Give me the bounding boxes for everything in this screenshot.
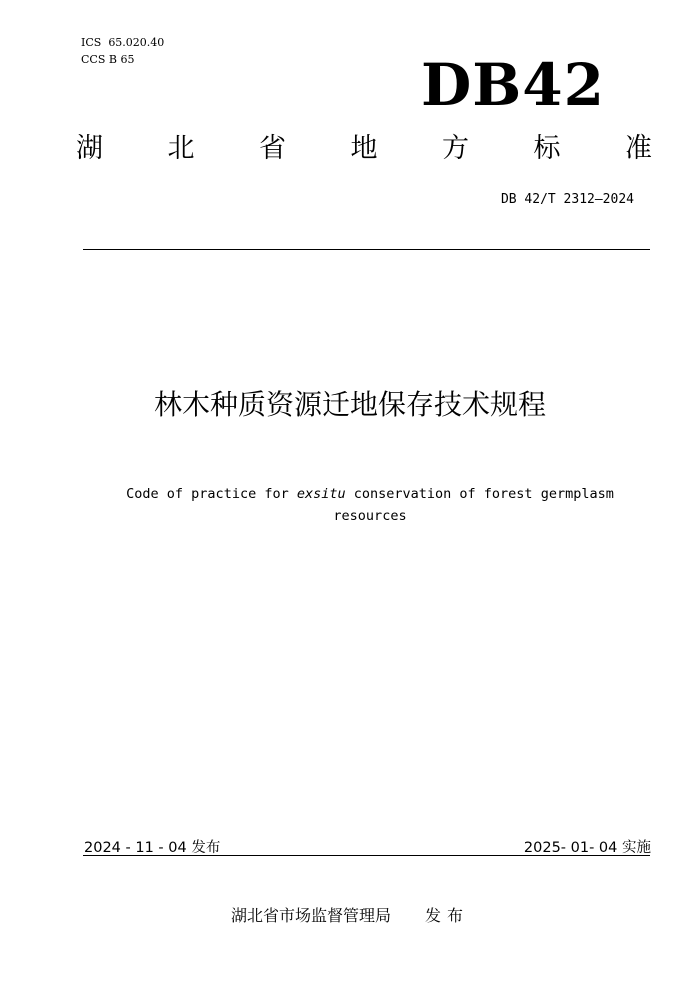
standard-type-char: 北 (167, 133, 195, 164)
standard-type-heading (76, 135, 652, 162)
english-title (80, 483, 660, 527)
publisher-name: 湖北省市场监督管理局 (230, 906, 391, 925)
ics-label: ICS (81, 36, 102, 49)
footer-divider (83, 855, 650, 856)
standard-type-char: 准 (625, 133, 652, 164)
ics-row (81, 34, 164, 51)
header-divider (83, 249, 650, 250)
ccs-value: B 65 (108, 53, 135, 66)
english-title-part-1: Code of practice for (126, 486, 297, 502)
publisher-suffix: 发布 (425, 906, 470, 925)
classification-codes (81, 34, 164, 68)
issue-date: 2024 - 11 - 04 发布 (84, 840, 221, 856)
implementation-date: 2025- 01- 04 实施 (523, 840, 651, 856)
standard-type-char: 方 (442, 133, 469, 164)
chinese-title: 林木种质资源迁地保存技术规程 (153, 388, 546, 421)
english-title-italic: exsitu (296, 486, 346, 502)
english-title-line-1 (80, 483, 660, 505)
standard-type-char: 省 (259, 133, 286, 164)
standard-type-char: 湖 (76, 133, 103, 164)
standard-number: DB 42/T 2312—2024 (500, 192, 634, 207)
standard-logo: DB42 (420, 51, 605, 119)
standard-type-char: 地 (350, 133, 378, 164)
ccs-label: CCS (81, 53, 106, 66)
ccs-row (81, 51, 164, 68)
publisher-line (0, 903, 700, 926)
english-title-part-2: conservation of forest germplasm (345, 486, 614, 502)
english-title-line-2: resources (333, 508, 407, 524)
standard-type-char: 标 (533, 133, 561, 164)
ics-value: 65.020.40 (108, 36, 165, 49)
